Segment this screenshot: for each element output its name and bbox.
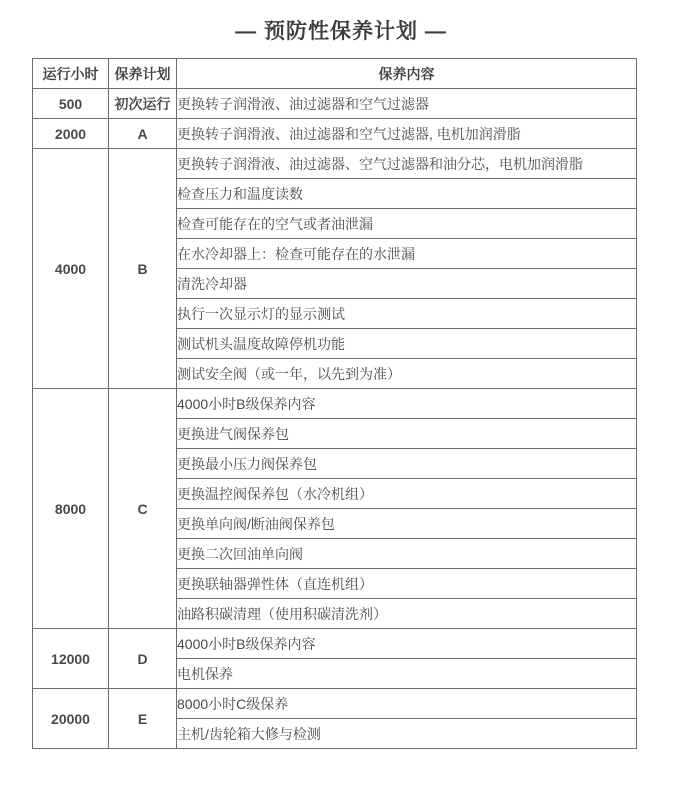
maintenance-content-cell: 更换进气阀保养包 [177,419,637,449]
table-row [33,629,637,659]
maintenance-plan-cell: B [109,149,177,389]
maintenance-plan-cell: 初次运行 [109,89,177,119]
maintenance-content-cell: 更换二次回油单向阀 [177,539,637,569]
maintenance-plan-cell: C [109,389,177,629]
operating-hours-cell: 500 [33,89,109,119]
maintenance-content-cell: 更换转子润滑液、油过滤器、空气过滤器和油分芯，电机加润滑脂 [177,149,637,179]
maintenance-content-cell: 更换转子润滑液、油过滤器和空气过滤器, 电机加润滑脂 [177,119,637,149]
page-title: — 预防性保养计划 — [235,20,447,43]
maintenance-content-cell: 更换温控阀保养包（水冷机组） [177,479,637,509]
column-header-maintenance-content: 保养内容 [177,59,637,89]
header-row [33,59,637,89]
operating-hours-cell: 20000 [33,689,109,749]
maintenance-content-cell: 4000小时B级保养内容 [177,629,637,659]
table-row [33,149,637,179]
table-row [33,689,637,719]
maintenance-plan-cell: D [109,629,177,689]
maintenance-content-cell: 执行一次显示灯的显示测试 [177,299,637,329]
operating-hours-cell: 2000 [33,119,109,149]
maintenance-content-cell: 在水冷却器上：检查可能存在的水泄漏 [177,239,637,269]
table-row [33,119,637,149]
table-row [33,389,637,419]
maintenance-content-cell: 主机/齿轮箱大修与检测 [177,719,637,749]
column-header-maintenance-plan: 保养计划 [109,59,177,89]
maintenance-content-cell: 检查压力和温度读数 [177,179,637,209]
maintenance-content-cell: 更换最小压力阀保养包 [177,449,637,479]
maintenance-content-cell: 测试机头温度故障停机功能 [177,329,637,359]
maintenance-content-cell: 油路积碳清理（使用积碳清洗剂） [177,599,637,629]
maintenance-schedule-table [32,58,637,749]
operating-hours-cell: 4000 [33,149,109,389]
operating-hours-cell: 12000 [33,629,109,689]
maintenance-content-cell: 更换转子润滑液、油过滤器和空气过滤器 [177,89,637,119]
operating-hours-cell: 8000 [33,389,109,629]
maintenance-content-cell: 更换单向阀/断油阀保养包 [177,509,637,539]
maintenance-plan-cell: E [109,689,177,749]
maintenance-content-cell: 4000小时B级保养内容 [177,389,637,419]
maintenance-content-cell: 更换联轴器弹性体（直连机组） [177,569,637,599]
maintenance-plan-cell: A [109,119,177,149]
maintenance-content-cell: 8000小时C级保养 [177,689,637,719]
maintenance-content-cell: 清洗冷却器 [177,269,637,299]
maintenance-content-cell: 电机保养 [177,659,637,689]
maintenance-content-cell: 测试安全阀（或一年，以先到为准） [177,359,637,389]
table-row [33,89,637,119]
column-header-operating-hours: 运行小时 [33,59,109,89]
maintenance-content-cell: 检查可能存在的空气或者油泄漏 [177,209,637,239]
